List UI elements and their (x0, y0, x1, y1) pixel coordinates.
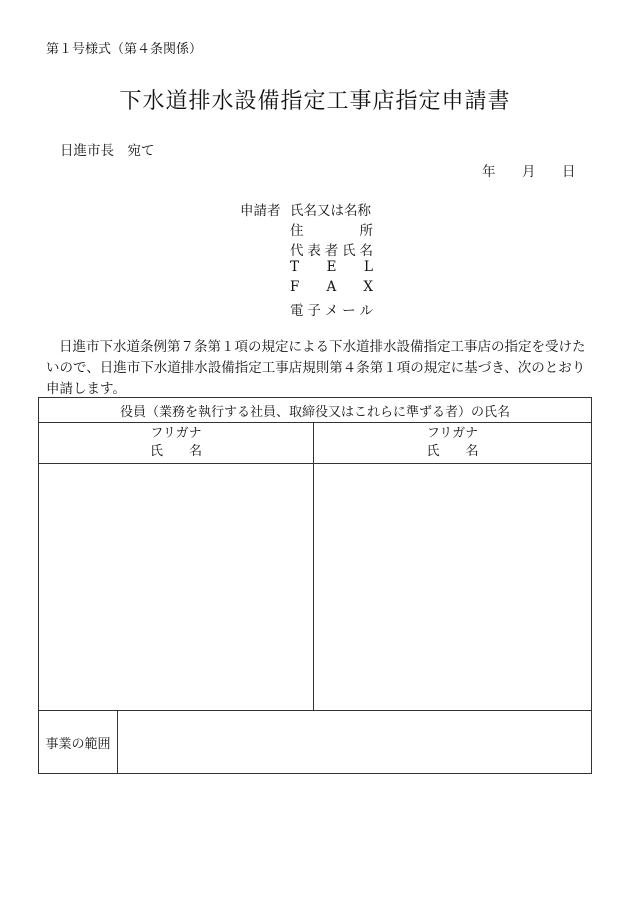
business-scope-cell[interactable] (118, 711, 592, 774)
field-fax (290, 279, 373, 295)
applicant-label: 申請者 (240, 203, 281, 219)
name-label-right: 氏 名 (426, 444, 479, 459)
officers-column-left-header (39, 423, 314, 464)
field-representative (290, 239, 373, 259)
field-email (290, 299, 373, 319)
field-email-char: ー (342, 303, 356, 319)
field-fax-char: A (326, 279, 337, 295)
field-tel (290, 259, 373, 275)
field-fax-char: X (363, 279, 373, 295)
document-title: 下水道排水設備指定工事店指定申請書 (119, 89, 511, 114)
field-tel-char: E (326, 259, 337, 275)
field-representative-char: 氏 (342, 243, 356, 259)
field-address (290, 219, 373, 239)
field-fax-char: F (290, 279, 300, 295)
field-representative-char: 代 (290, 243, 304, 259)
furigana-label-right: フリガナ (426, 426, 479, 441)
officers-column-right-header (314, 423, 592, 464)
form-number: 第１号様式（第４条関係） (46, 42, 203, 57)
officers-table-header: 役員（業務を執行する社員、取締役又はこれらに準ずる者）の氏名 (39, 398, 592, 423)
field-email-char: ル (359, 303, 373, 319)
officers-names-right-cell[interactable] (314, 464, 592, 711)
officers-table (38, 397, 592, 774)
field-tel-char: L (364, 259, 373, 275)
field-address-char: 所 (359, 223, 373, 239)
field-name-or-title (290, 199, 373, 219)
business-scope-label: 事業の範囲 (39, 711, 118, 774)
field-name-or-title-label: 氏名又は名称 (290, 203, 371, 219)
date-month-label: 月 (522, 164, 536, 180)
field-email-char: 子 (307, 303, 321, 319)
date-year-label: 年 (482, 164, 496, 180)
application-statement: 日進市下水道条例第７条第１項の規定による下水道排水設備指定工事店の指定を受けたいので、日進市下水道排水設備指定工事店規則第４条第１項の規定に基づき、次のとおり申請します。 (46, 339, 586, 397)
field-representative-char: 表 (307, 243, 321, 259)
addressee: 日進市長 宛て (60, 143, 155, 159)
officers-names-left-cell[interactable] (39, 464, 314, 711)
field-email-char: メ (324, 303, 339, 319)
furigana-label-left: フリガナ (150, 426, 202, 441)
date-day-label: 日 (562, 164, 576, 180)
field-address-char: 住 (290, 223, 304, 239)
field-representative-char: 者 (324, 243, 339, 259)
field-tel-char: T (290, 259, 300, 275)
name-label-left: 氏 名 (149, 444, 202, 459)
field-email-char: 電 (290, 303, 304, 319)
field-representative-char: 名 (359, 243, 373, 259)
